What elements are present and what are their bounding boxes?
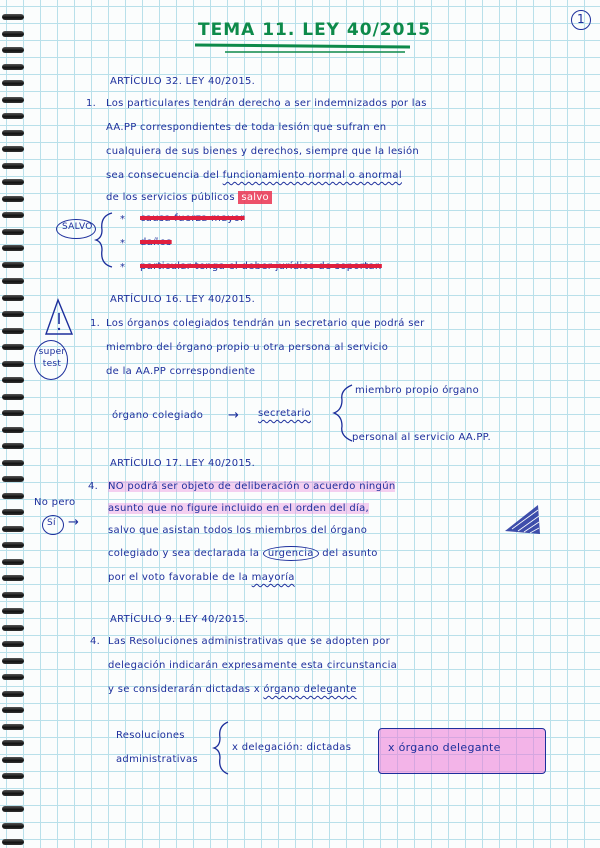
spiral-ring [2, 229, 24, 235]
article-9-line-3-text: y se considerarán dictadas x [108, 684, 260, 695]
spiral-ring [2, 526, 24, 532]
article-32-line-3: cualquiera de sus bienes y derechos, siempre que la lesión [106, 146, 420, 157]
article-17-line-2: asunto que no figure incluido en el orden del día, [108, 503, 369, 514]
article-17-number: 4. [88, 481, 99, 492]
article-9-line-3 [108, 684, 357, 695]
page-title: TEMA 11. LEY 40/2015 [198, 20, 432, 40]
diagram-miembro: miembro propio órgano [355, 385, 480, 396]
spiral-ring [2, 31, 24, 37]
spiral-ring [2, 625, 24, 631]
page-number: 1 [577, 12, 585, 26]
spiral-ring [2, 493, 24, 499]
article-17-heading: ARTÍCULO 17. LEY 40/2015. [110, 458, 256, 469]
spiral-ring [2, 361, 24, 367]
article-9-heading: ARTÍCULO 9. LEY 40/2015. [110, 614, 249, 625]
spiral-ring [2, 113, 24, 119]
spiral-ring [2, 823, 24, 829]
article-32-line-5-text: de los servicios públicos [106, 192, 235, 203]
article-9-line-1: Las Resoluciones administrativas que se adopten por [108, 636, 391, 647]
side-note-arrow: → [68, 515, 80, 530]
spiral-ring [2, 295, 24, 301]
spiral-ring [2, 97, 24, 103]
diagram-arrow: → [228, 408, 240, 423]
spiral-ring [2, 641, 24, 647]
spiral-ring [2, 179, 24, 185]
article-16-line-3: de la AA.PP correspondiente [106, 366, 256, 377]
article-16-line-2: miembro del órgano propio u otra persona al servicio [106, 342, 389, 353]
spiral-ring [2, 542, 24, 548]
article-16-heading: ARTÍCULO 16. LEY 40/2015. [110, 294, 256, 305]
spiral-ring [2, 196, 24, 202]
spiral-ring [2, 47, 24, 53]
spiral-ring [2, 262, 24, 268]
spiral-ring [2, 608, 24, 614]
article-32-heading: ARTÍCULO 32. LEY 40/2015. [110, 76, 256, 87]
diagram-secretario: secretario [258, 408, 311, 419]
spiral-ring [2, 14, 24, 20]
summary-delegacion: x delegación: dictadas [232, 742, 352, 753]
spiral-ring [2, 443, 24, 449]
diagram-personal: personal al servicio AA.PP. [352, 432, 491, 443]
exception-bullet-1: * [120, 214, 126, 225]
spiral-ring [2, 130, 24, 136]
exception-bullet-2: * [120, 238, 126, 249]
side-note-no-pero: No pero [34, 497, 76, 508]
spiral-ring [2, 691, 24, 697]
spiral-ring [2, 674, 24, 680]
spiral-ring [2, 311, 24, 317]
spiral-ring [2, 278, 24, 284]
side-note-si: Sí [47, 518, 56, 528]
article-9-line-2: delegación indicarán expresamente esta circunstancia [108, 660, 398, 671]
organo-delegante-underlined: órgano delegante [263, 684, 357, 695]
salvo-highlight: salvo [238, 191, 272, 204]
article-17-line-4 [108, 548, 378, 559]
super-test-text: super test [38, 347, 66, 369]
article-17-line-4-pre: colegiado y sea declarada la [108, 548, 260, 559]
article-16-number: 1. [90, 318, 101, 329]
spiral-ring [2, 427, 24, 433]
functioning-underlined: funcionamiento normal o anormal [222, 170, 402, 181]
exception-2: daños [140, 237, 172, 248]
exception-3: particular tenga el deber jurídico de soportar. [140, 261, 382, 272]
spiral-ring [2, 724, 24, 730]
spiral-ring [2, 806, 24, 812]
spiral-ring [2, 64, 24, 70]
spiral-ring [2, 592, 24, 598]
spiral-ring [2, 773, 24, 779]
article-17-line-5 [108, 572, 295, 583]
article-17-line-4-post: del asunto [322, 548, 378, 559]
article-16-line-1: Los órganos colegiados tendrán un secretario que podrá ser [106, 318, 425, 329]
urgencia-circled: urgencia [263, 546, 319, 561]
article-32-line-4 [106, 170, 402, 181]
exception-bullet-3: * [120, 262, 126, 273]
spiral-ring [2, 394, 24, 400]
spiral-ring [2, 790, 24, 796]
spiral-ring [2, 559, 24, 565]
spiral-ring [2, 328, 24, 334]
summary-administrativas: administrativas [116, 754, 198, 765]
summary-organo-delegante: x órgano delegante [388, 741, 501, 754]
super-test-note [37, 346, 67, 370]
article-17-line-1: NO podrá ser objeto de deliberación o acuerdo ningún [108, 481, 396, 492]
spiral-ring [2, 460, 24, 466]
spiral-ring [2, 410, 24, 416]
spiral-ring [2, 740, 24, 746]
spiral-ring [2, 163, 24, 169]
spiral-ring [2, 212, 24, 218]
spiral-ring [2, 377, 24, 383]
spiral-binding [0, 0, 30, 848]
article-32-number: 1. [86, 98, 97, 109]
spiral-ring [2, 344, 24, 350]
spiral-ring [2, 707, 24, 713]
article-32-line-2: AA.PP correspondientes de toda lesión que sufran en [106, 122, 387, 133]
summary-resoluciones: Resoluciones [116, 730, 185, 741]
article-17-line-3: salvo que asistan todos los miembros del órgano [108, 525, 368, 536]
diagram-organo-colegiado: órgano colegiado [112, 410, 204, 421]
article-9-number: 4. [90, 636, 101, 647]
spiral-ring [2, 476, 24, 482]
spiral-ring [2, 575, 24, 581]
article-32-line-5 [106, 192, 272, 203]
spiral-ring [2, 80, 24, 86]
spiral-ring [2, 757, 24, 763]
article-32-line-1: Los particulares tendrán derecho a ser indemnizados por las [106, 98, 427, 109]
exception-1: causa fuerza mayor [140, 213, 245, 224]
spiral-ring [2, 509, 24, 515]
mayoria-underlined: mayoría [251, 572, 295, 583]
article-32-line-4-text: sea consecuencia del [106, 170, 220, 181]
spiral-ring [2, 245, 24, 251]
spiral-ring [2, 146, 24, 152]
spiral-ring [2, 839, 24, 845]
salvo-label: SALVO [62, 222, 93, 232]
article-17-line-5-pre: por el voto favorable de la [108, 572, 249, 583]
spiral-ring [2, 658, 24, 664]
